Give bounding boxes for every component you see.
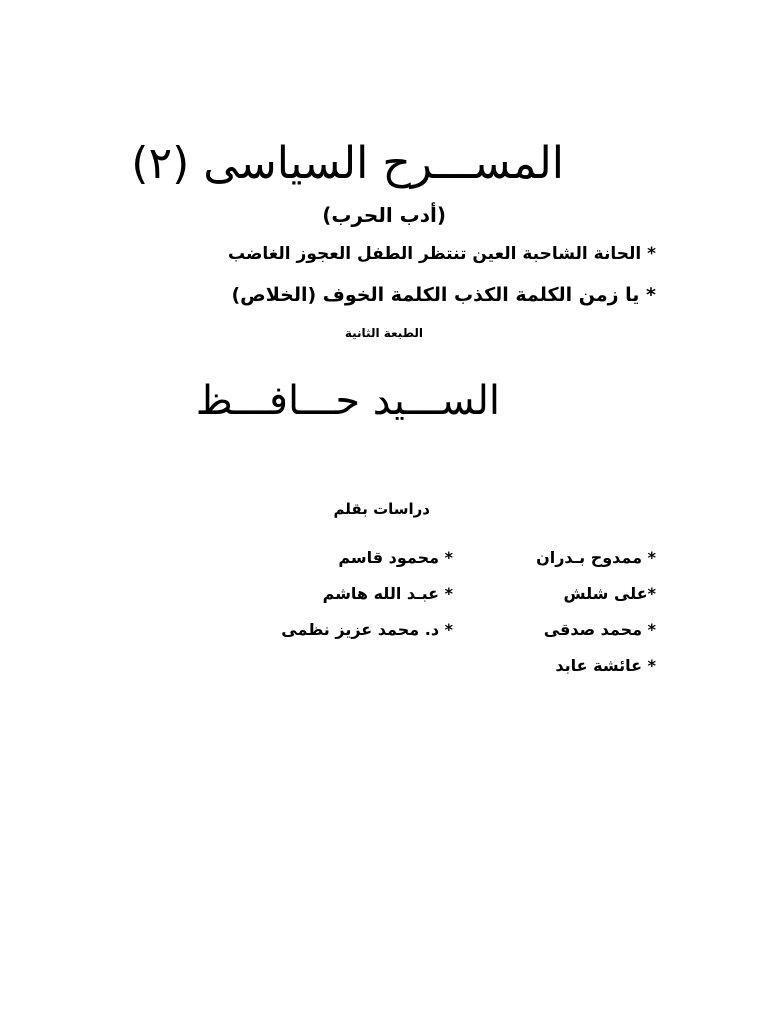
work-title-1: * الحانة الشاحبة العين تنتظر الطفل العجوز الغاضب (228, 244, 656, 264)
contributor-name: * محمود قاسم (338, 548, 453, 567)
author-name: الســـيد حـــافـــظ (195, 378, 500, 424)
studies-by-label: دراسات بقلم (333, 500, 430, 518)
book-subtitle: (أدب الحرب) (322, 203, 446, 227)
contributor-name: * عائشة عابد (555, 656, 656, 675)
contributor-name: * ممدوح بـدران (536, 548, 656, 567)
book-title: المســـرح السياسى (٢) (131, 138, 564, 189)
contributor-name: * محمد صدقى (543, 620, 656, 639)
contributor-name: * د. محمد عزيز نظمى (281, 620, 453, 639)
contributor-name: * عبـد الله هاشم (322, 584, 453, 603)
contributor-name: *على شلش (563, 584, 656, 603)
edition-label: الطبعة الثانية (344, 326, 423, 340)
work-title-2: * يا زمن الكلمة الكذب الكلمة الخوف (الخلاص) (231, 284, 656, 306)
